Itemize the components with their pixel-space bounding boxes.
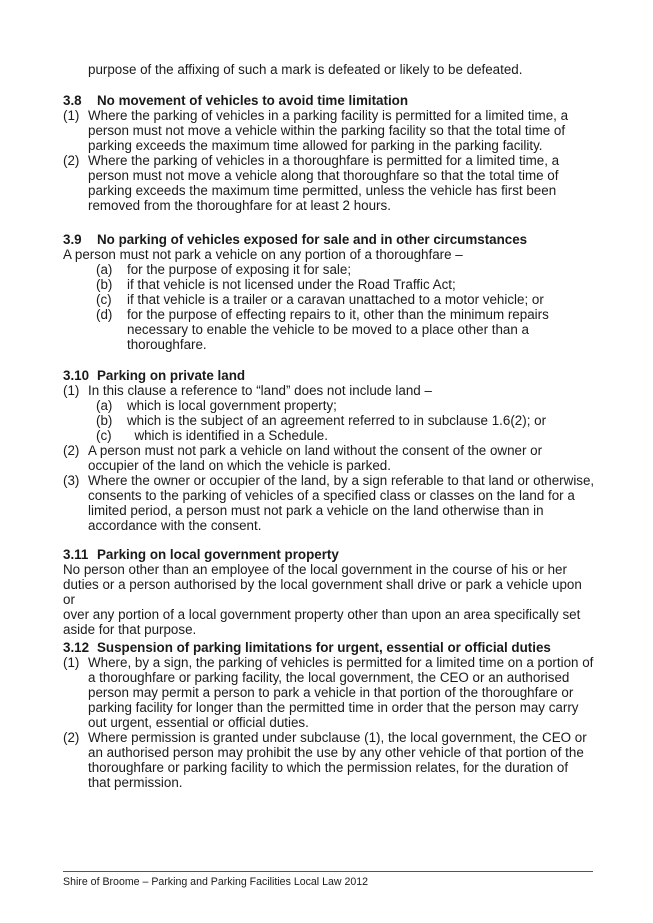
subclause-1: (1) Where, by a sign, the parking of vehicles is permitted for a limited time on a portion of a thoroughfare or parking facility, the local government, the CEO or an authorised person may permit a person to park a vehicle in that portion of the thoroughfare or parking facility for longer than the permitted time in order that the person may carry out urgent, essential or official duties. [63,655,594,730]
section-heading: 3.11 Parking on local government property [63,547,339,562]
subclause-1: (1) In this clause a reference to “land” does not include land – [63,383,432,398]
subclause-2: (2) Where permission is granted under subclause (1), the local government, the CEO or an authorised person may prohibit the use by any other vehicle of that portion of the thoroughfare or parking facility to which the permission relates, for the duration of that permission. [63,730,587,790]
subclause-3: (3) Where the owner or occupier of the land, by a sign referable to that land or otherwise, consents to the parking of vehicles of a specified class or classes on the land for a limited period, a person must not park a vehicle on the land otherwise than in accordance with the consent. [63,473,595,533]
paragraph-b: (b) if that vehicle is not licensed under the Road Traffic Act; [96,277,456,292]
subclause-2: (2) A person must not park a vehicle on land without the consent of the owner or occupier of the land on which the vehicle is parked. [63,443,543,473]
paragraph-b: (b) which is the subject of an agreement referred to in subclause 1.6(2); or [96,413,547,428]
section-heading: 3.8 No movement of vehicles to avoid time limitation [63,93,409,108]
section-3-9 [0,232,653,352]
section-3-10 [0,368,653,533]
footer-divider [63,871,593,872]
section-3-8 [0,93,653,213]
continuation-text: purpose of the affixing of such a mark is defeated or likely to be defeated. [88,62,523,77]
section-body: No person other than an employee of the local government in the course of his or her duties or a person authorised by the local government shall drive or park a vehicle upon or over any portion of a local government property other than upon an area specifically set aside for that purpose. [63,562,582,637]
subclause-1: (1) Where the parking of vehicles in a parking facility is permitted for a limited time, a person must not move a vehicle within the parking facility so that the total time of parking exceeds the maximum time allowed for parking in the parking facility. [63,108,569,153]
paragraph-d: (d) for the purpose of effecting repairs to it, other than the minimum repairs necessary to enable the vehicle to be moved to a place other than a thoroughfare. [96,307,549,352]
section-lead: A person must not park a vehicle on any portion of a thoroughfare – [63,247,463,262]
section-heading: 3.9 No parking of vehicles exposed for sale and in other circumstances [63,232,528,247]
page-footer: Shire of Broome – Parking and Parking Facilities Local Law 2012 [63,876,369,888]
paragraph-a: (a) which is local government property; [96,398,337,413]
section-heading: 3.12 Suspension of parking limitations for urgent, essential or official duties [63,640,551,655]
subclause-2: (2) Where the parking of vehicles in a thoroughfare is permitted for a limited time, a person must not move a vehicle along that thoroughfare so that the total time of parking exceeds the maximum time permitted, unless the vehicle has first been removed from the thoroughfare for at least 2 hours. [63,153,560,213]
section-3-12 [0,640,653,790]
paragraph-c: (c) if that vehicle is a trailer or a caravan unattached to a motor vehicle; or [96,292,544,307]
section-3-11 [0,547,653,637]
section-heading: 3.10 Parking on private land [63,368,246,383]
paragraph-c: (c) which is identified in a Schedule. [96,428,328,443]
paragraph-a: (a) for the purpose of exposing it for sale; [96,262,352,277]
